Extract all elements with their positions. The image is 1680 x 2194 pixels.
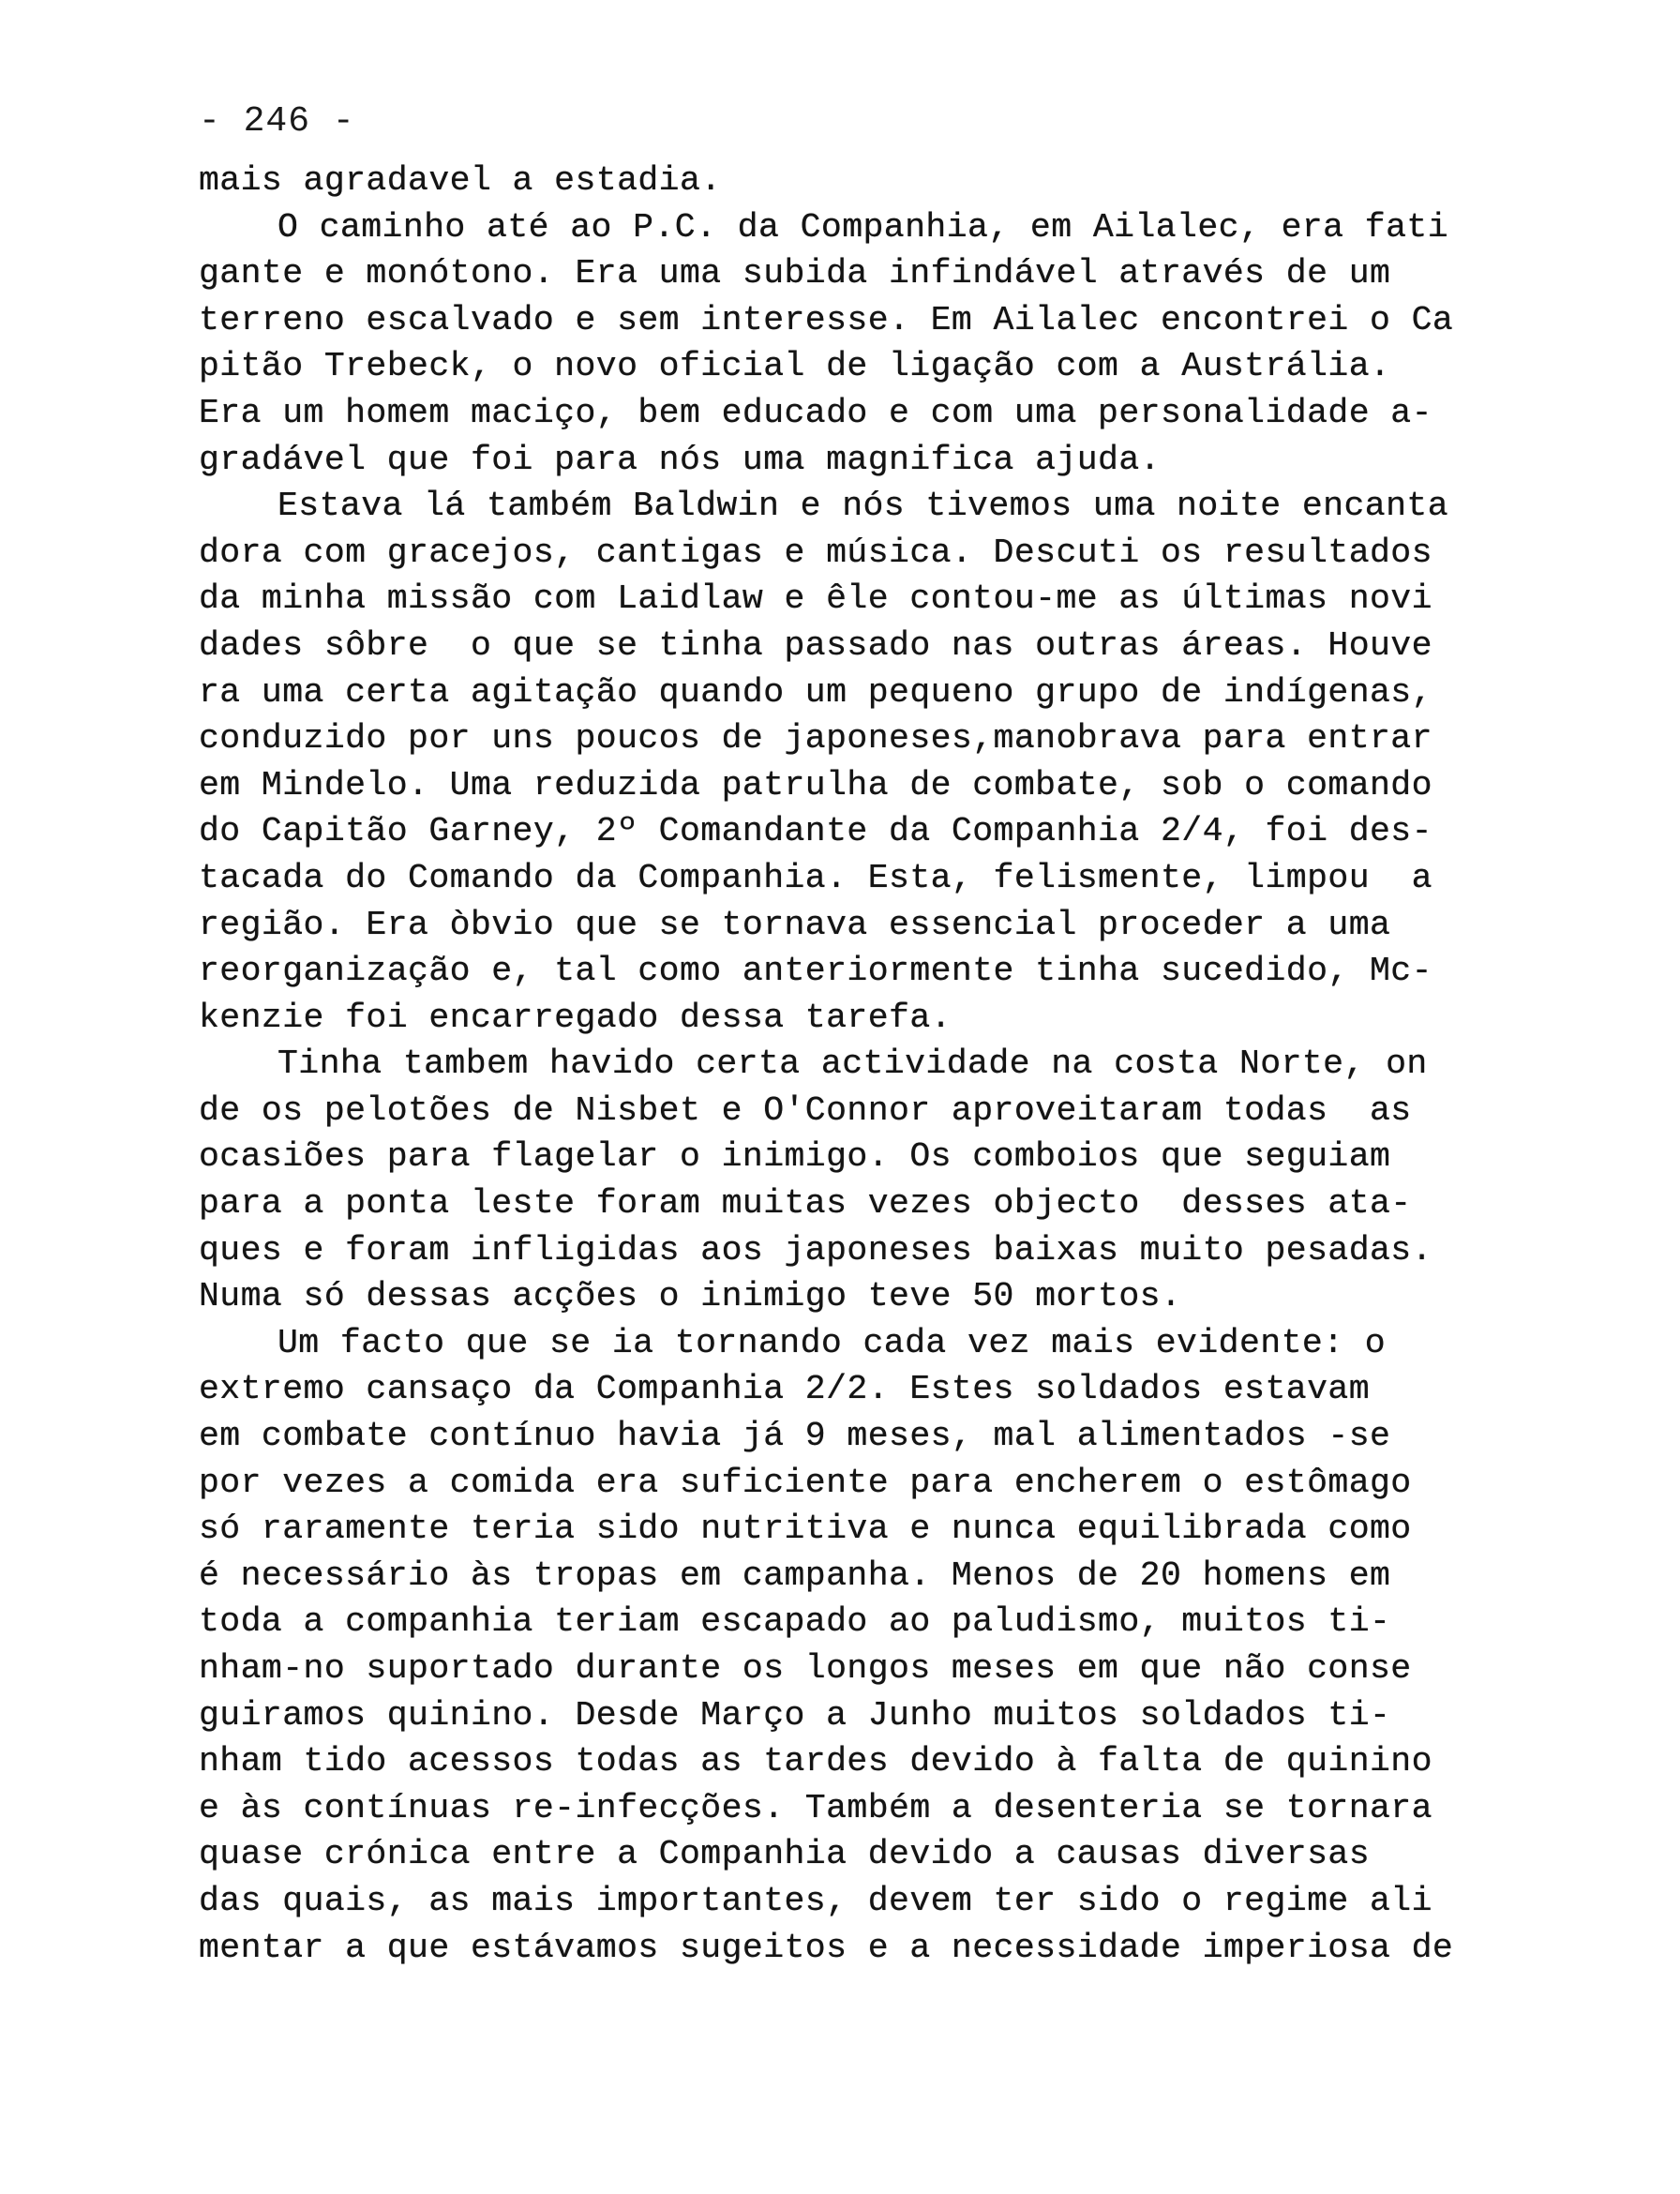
text-line: dades sôbre o que se tinha passado nas outras áreas. Houve — [199, 625, 1432, 665]
body-text — [199, 158, 1586, 1971]
text-line: ra uma certa agitação quando um pequeno grupo de indígenas, — [199, 672, 1432, 712]
text-line: gante e monótono. Era uma subida infindável através de um — [199, 254, 1391, 293]
text-line: região. Era òbvio que se tornava essencial proceder a uma — [199, 905, 1391, 944]
text-line: O caminho até ao P.C. da Companhia, em Ailalec, era fati — [278, 207, 1448, 247]
text-line: kenzie foi encarregado dessa tarefa. — [199, 998, 952, 1037]
text-line: nham-no suportado durante os longos meses em que não conse — [199, 1649, 1412, 1688]
text-line: em Mindelo. Uma reduzida patrulha de combate, sob o comando — [199, 765, 1432, 804]
text-line: pitão Trebeck, o novo oficial de ligação com a Austrália. — [199, 347, 1391, 386]
text-line: Numa só dessas acções o inimigo teve 50 mortos. — [199, 1277, 1182, 1316]
text-line: dora com gracejos, cantigas e música. Descuti os resultados — [199, 533, 1432, 572]
text-line: tacada do Comando da Companhia. Esta, felismente, limpou a — [199, 858, 1432, 897]
text-line: de os pelotões de Nisbet e O'Connor aproveitaram todas as — [199, 1090, 1412, 1130]
text-line: do Capitão Garney, 2º Comandante da Companhia 2/4, foi des- — [199, 812, 1432, 851]
text-line: ocasiões para flagelar o inimigo. Os comboios que seguiam — [199, 1137, 1391, 1177]
text-line: e às contínuas re-infecções. Também a desenteria se tornara — [199, 1788, 1432, 1827]
text-line: gradável que foi para nós uma magnifica ajuda. — [199, 440, 1161, 479]
text-line: da minha missão com Laidlaw e êle contou-me as últimas novi — [199, 579, 1432, 619]
text-line: terreno escalvado e sem interesse. Em Ailalec encontrei o Ca — [199, 300, 1454, 339]
text-line: nham tido acessos todas as tardes devido à falta de quinino — [199, 1742, 1432, 1781]
text-line: Um facto que se ia tornando cada vez mais evidente: o — [278, 1323, 1387, 1362]
text-line: em combate contínuo havia já 9 meses, mal alimentados -se — [199, 1417, 1391, 1456]
text-line: toda a companhia teriam escapado ao paludismo, muitos ti- — [199, 1602, 1391, 1642]
text-line: Tinha tambem havido certa actividade na costa Norte, on — [278, 1044, 1428, 1084]
text-line: reorganização e, tal como anteriormente tinha sucedido, Mc- — [199, 952, 1432, 991]
text-line: é necessário às tropas em campanha. Menos de 20 homens em — [199, 1555, 1391, 1595]
page-number: - 246 - — [199, 101, 355, 142]
text-line: só raramente teria sido nutritiva e nunca equilibrada como — [199, 1510, 1412, 1549]
text-line: Estava lá também Baldwin e nós tivemos uma noite encanta — [278, 487, 1448, 526]
text-line: Era um homem maciço, bem educado e com uma personalidade a- — [199, 393, 1432, 432]
text-line: quase crónica entre a Companhia devido a causas diversas — [199, 1835, 1370, 1874]
text-line: para a ponta leste foram muitas vezes objecto desses ata- — [199, 1184, 1412, 1224]
text-line: por vezes a comida era suficiente para encherem o estômago — [199, 1463, 1412, 1502]
text-line: mentar a que estávamos sugeitos e a necessidade imperiosa de — [199, 1928, 1454, 1967]
text-line: extremo cansaço da Companhia 2/2. Estes soldados estavam — [199, 1370, 1370, 1409]
text-line: mais agradavel a estadia. — [199, 161, 722, 200]
text-line: guiramos quinino. Desde Março a Junho muitos soldados ti- — [199, 1695, 1391, 1735]
text-line: conduzido por uns poucos de japoneses,manobrava para entrar — [199, 719, 1432, 759]
text-line: das quais, as mais importantes, devem ter sido o regime ali — [199, 1881, 1432, 1920]
text-line: ques e foram infligidas aos japoneses baixas muito pesadas. — [199, 1230, 1432, 1270]
